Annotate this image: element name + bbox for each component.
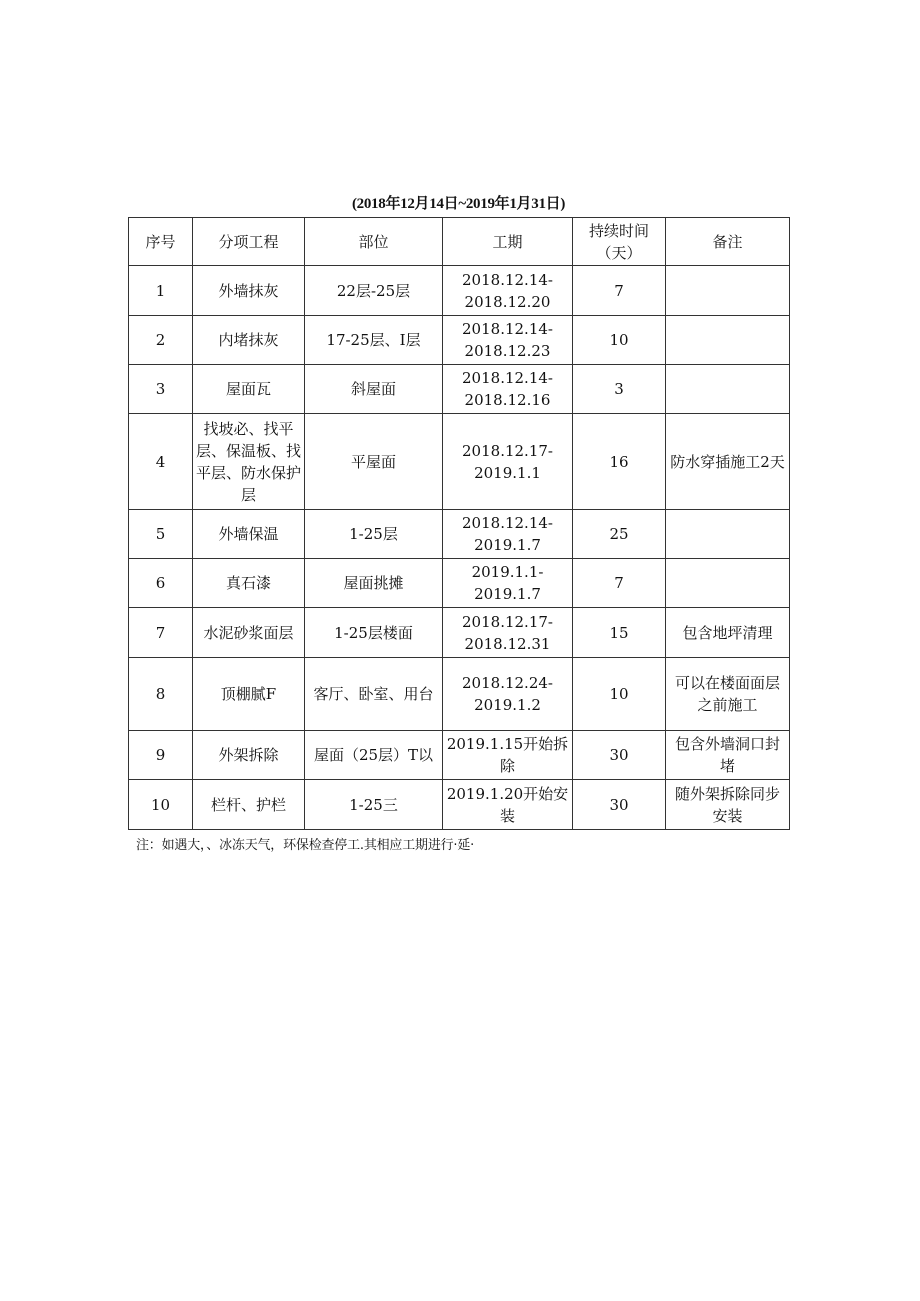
table-body <box>129 266 790 830</box>
cell-days: 25 <box>573 510 666 559</box>
cell-no: 2 <box>129 316 193 365</box>
cell-item: 找坡必、找平层、保温板、找平层、防水保护层 <box>193 414 305 510</box>
table-row <box>129 414 790 510</box>
construction-schedule-table <box>128 217 790 830</box>
header-row <box>129 218 790 266</box>
table-row <box>129 316 790 365</box>
cell-item: 栏杆、护栏 <box>193 780 305 830</box>
cell-period: 2018.12.24-2019.1.2 <box>443 658 573 731</box>
table-row <box>129 780 790 830</box>
cell-item: 内堵抹灰 <box>193 316 305 365</box>
cell-no: 4 <box>129 414 193 510</box>
cell-remark: 包含外墙洞口封堵 <box>666 731 790 780</box>
cell-item: 屋面瓦 <box>193 365 305 414</box>
table-row <box>129 559 790 608</box>
footnote: 注：如遇大，、冰冻天气，环保检查停工.其相应工期进行·延· <box>136 838 475 853</box>
table-row <box>129 365 790 414</box>
header-no: 序号 <box>129 218 193 266</box>
cell-days: 30 <box>573 780 666 830</box>
table-row <box>129 731 790 780</box>
cell-no: 5 <box>129 510 193 559</box>
cell-remark: 防水穿插施工2天 <box>666 414 790 510</box>
cell-remark: 随外架拆除同步安装 <box>666 780 790 830</box>
cell-remark <box>666 510 790 559</box>
cell-remark: 可以在楼面面层之前施工 <box>666 658 790 731</box>
cell-location: 屋面（25层）T以 <box>305 731 443 780</box>
header-period: 工期 <box>443 218 573 266</box>
cell-days: 7 <box>573 266 666 316</box>
cell-period: 2018.12.17-2019.1.1 <box>443 414 573 510</box>
cell-location: 22层-25层 <box>305 266 443 316</box>
cell-location: 1-25层楼面 <box>305 608 443 658</box>
cell-remark <box>666 316 790 365</box>
cell-remark <box>666 365 790 414</box>
cell-location: 屋面挑摊 <box>305 559 443 608</box>
cell-item: 外墙抹灰 <box>193 266 305 316</box>
header-item: 分项工程 <box>193 218 305 266</box>
cell-item: 真石漆 <box>193 559 305 608</box>
header-remark: 备注 <box>666 218 790 266</box>
cell-no: 1 <box>129 266 193 316</box>
cell-period: 2019.1.1-2019.1.7 <box>443 559 573 608</box>
cell-period: 2019.1.20开始安装 <box>443 780 573 830</box>
date-range-title: (2018年12月14日~2019年1月31日) <box>351 196 566 212</box>
cell-days: 16 <box>573 414 666 510</box>
header-location: 部位 <box>305 218 443 266</box>
cell-days: 10 <box>573 316 666 365</box>
cell-no: 6 <box>129 559 193 608</box>
cell-no: 10 <box>129 780 193 830</box>
cell-location: 17-25层、I层 <box>305 316 443 365</box>
cell-period: 2018.12.14-2018.12.16 <box>443 365 573 414</box>
cell-no: 7 <box>129 608 193 658</box>
cell-item: 外墙保温 <box>193 510 305 559</box>
cell-days: 7 <box>573 559 666 608</box>
cell-period: 2018.12.14-2018.12.23 <box>443 316 573 365</box>
cell-no: 3 <box>129 365 193 414</box>
cell-remark <box>666 266 790 316</box>
cell-location: 客厅、卧室、用台 <box>305 658 443 731</box>
cell-remark: 包含地坪清理 <box>666 608 790 658</box>
cell-no: 8 <box>129 658 193 731</box>
cell-days: 10 <box>573 658 666 731</box>
table-row <box>129 266 790 316</box>
cell-days: 30 <box>573 731 666 780</box>
cell-days: 3 <box>573 365 666 414</box>
cell-location: 1-25三 <box>305 780 443 830</box>
table-row <box>129 510 790 559</box>
cell-location: 斜屋面 <box>305 365 443 414</box>
cell-period: 2018.12.17-2018.12.31 <box>443 608 573 658</box>
cell-item: 水泥砂浆面层 <box>193 608 305 658</box>
cell-period: 2018.12.14-2018.12.20 <box>443 266 573 316</box>
cell-item: 顶棚腻F <box>193 658 305 731</box>
table-row <box>129 608 790 658</box>
cell-period: 2018.12.14-2019.1.7 <box>443 510 573 559</box>
cell-period: 2019.1.15开始拆除 <box>443 731 573 780</box>
header-days: 持续时间（天） <box>573 218 666 266</box>
cell-days: 15 <box>573 608 666 658</box>
cell-no: 9 <box>129 731 193 780</box>
cell-location: 平屋面 <box>305 414 443 510</box>
cell-item: 外架拆除 <box>193 731 305 780</box>
table-header <box>129 218 790 266</box>
cell-remark <box>666 559 790 608</box>
cell-location: 1-25层 <box>305 510 443 559</box>
table-row <box>129 658 790 731</box>
